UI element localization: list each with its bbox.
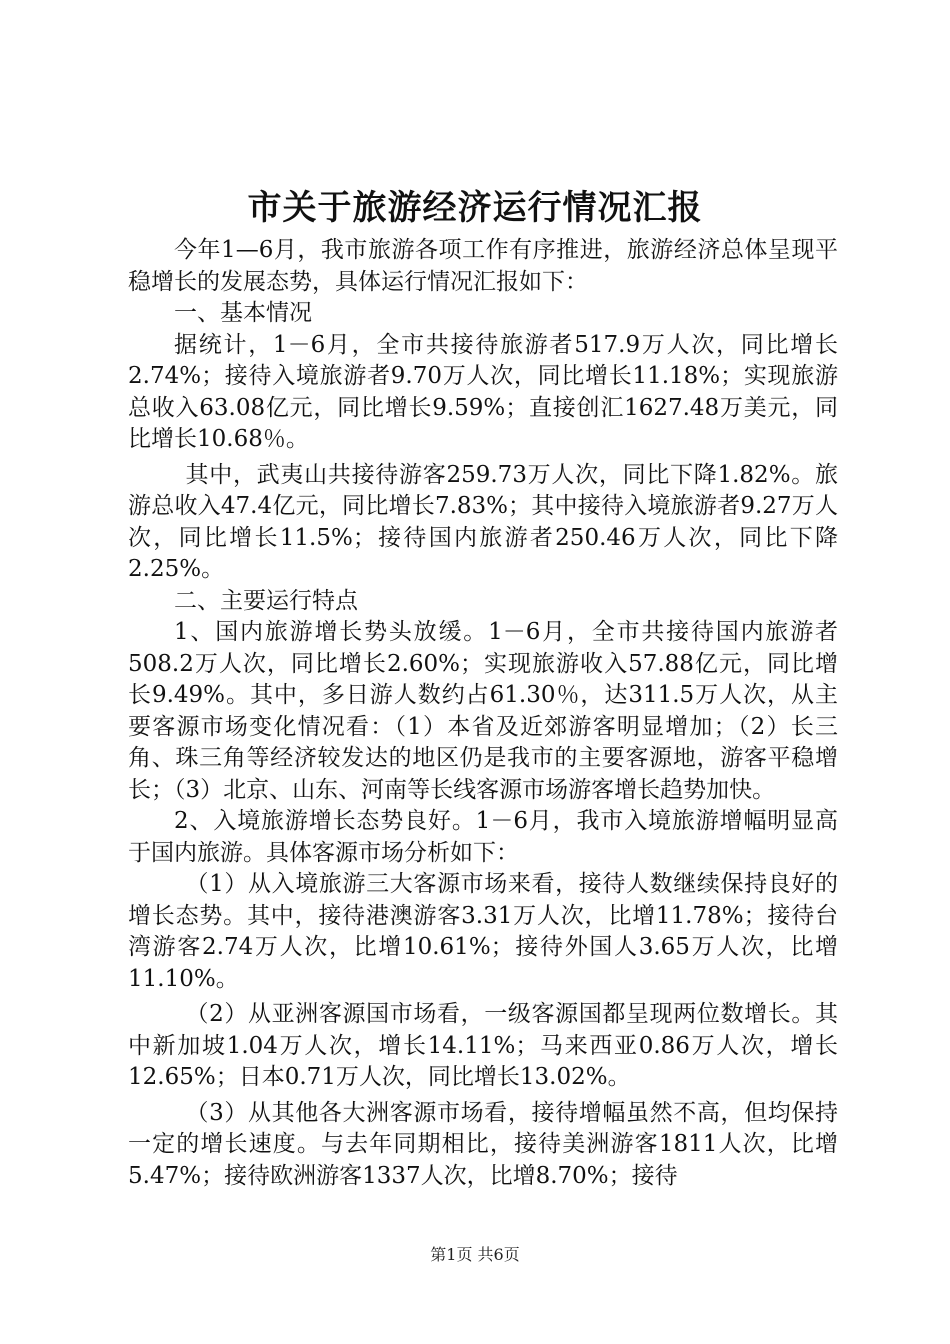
document-body bbox=[128, 235, 838, 1192]
inbound-markets-paragraph: （1）从入境旅游三大客源市场来看，接待人数继续保持良好的增长态势。其中，接待港澳游客3.31万人次，比增11.78%；接待台湾游客2.74万人次，比增10.61%；接待外国人3.65万人次，比增11.10%。 bbox=[128, 871, 838, 992]
page-footer: 第1页 共6页 bbox=[430, 1245, 520, 1264]
domestic-tourism-paragraph: 1、国内旅游增长势头放缓。1－6月，全市共接待国内旅游者508.2万人次，同比增长2.60%；实现旅游收入57.88亿元，同比增长9.49%。其中，多日游人数约占61.30％，达311.5万人次，从主要客源市场变化情况看：（1）本省及近郊游客明显增加；（2）长三角、珠三角等经济较发达的地区仍是我市的主要客源地，游客平稳增长；（3）北京、山东、河南等长线客源市场游客增长趋势加快。 bbox=[128, 619, 838, 803]
section-heading-features: 二、主要运行特点 bbox=[174, 587, 358, 614]
other-continents-paragraph: （3）从其他各大洲客源市场看，接待增幅虽然不高，但均保持一定的增长速度。与去年同期相比，接待美洲游客1811人次，比增5.47%；接待欧洲游客1337人次，比增8.70%；接待 bbox=[128, 1099, 838, 1189]
stats-paragraph: 据统计，1－6月，全市共接待旅游者517.9万人次，同比增长2.74%；接待入境旅游者9.70万人次，同比增长11.18%；实现旅游总收入63.08亿元，同比增长9.59%；直接创汇1627.48万美元，同比增长10.68％。 bbox=[128, 331, 838, 452]
asia-markets-paragraph: （2）从亚洲客源国市场看，一级客源国都呈现两位数增长。其中新加坡1.04万人次，增长14.11%；马来西亚0.86万人次，增长12.65%；日本0.71万人次，同比增长13.02%。 bbox=[128, 1001, 838, 1090]
document-title: 市关于旅游经济运行情况汇报 bbox=[247, 188, 703, 228]
wuyishan-paragraph: 其中，武夷山共接待游客259.73万人次，同比下降1.82%。旅游总收入47.4亿元，同比增长7.83%；其中接待入境旅游者9.27万人次，同比增长11.5%；接待国内旅游者250.46万人次，同比下降2.25%。 bbox=[128, 461, 838, 582]
section-heading-basic: 一、基本情况 bbox=[174, 300, 312, 326]
inbound-tourism-paragraph: 2、入境旅游增长态势良好。1－6月，我市入境旅游增幅明显高于国内旅游。具体客源市场分析如下： bbox=[128, 808, 838, 866]
intro-paragraph: 今年1—6月，我市旅游各项工作有序推进，旅游经济总体呈现平稳增长的发展态势，具体运行情况汇报如下： bbox=[128, 237, 838, 295]
